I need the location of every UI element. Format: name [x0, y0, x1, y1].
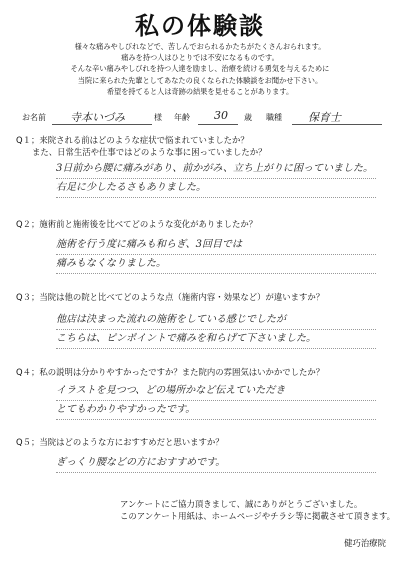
answer-5 [56, 454, 376, 473]
answer-2 [56, 236, 376, 274]
answer-line: 施術を行う度に痛みも和らぎ、3回目では [56, 236, 376, 255]
question-text: Q４；私の説明は分かりやすかったですか？また院内の雰囲気はいかかでしたか？ [16, 367, 325, 377]
question-4 [16, 366, 388, 378]
name-label: お名前 [22, 113, 46, 122]
age-value: 30 [214, 109, 228, 122]
footer-note [120, 498, 396, 522]
age-suffix: 歳 [244, 113, 252, 122]
page-title: 私の体験談 [135, 12, 265, 40]
intro-line: 当院に来られた先輩としてあなたの良くなられた体験談をお聞かせ下さい。 [77, 75, 323, 85]
intro-line: 希望を持てると人は奇跡の結果を見せることがあります。 [106, 86, 294, 96]
intro-line: 様々な痛みやしびれなどで、苦しんでおられるかたちがたくさんおられます。 [74, 42, 326, 51]
answer-line: 3日前から腰に痛みがあり、前かがみ、立ち上がりに困っていました。 [56, 160, 376, 179]
age-underline [198, 124, 238, 125]
question-5 [16, 436, 388, 448]
question-text: Q５；当院はどのような方におすすめだと思いますか？ [16, 437, 224, 447]
question-3 [16, 291, 388, 303]
question-text: Q２；施術前と施術後を比べてどのような変化がありましたか？ [16, 219, 258, 229]
answer-line: イラストを見つつ、どの場所かなど伝えていただき [56, 382, 376, 401]
name-value: 寺本いづみ [70, 111, 125, 124]
answer-line: こちらは、ピンポイントで痛みを和らげて下さいました。 [56, 330, 376, 349]
footer-publication-notice: このアンケート用紙は、ホームページやチラシ等に掲載させて頂きます。 [120, 511, 396, 521]
respondent-info [22, 110, 394, 128]
answer-3 [56, 311, 376, 349]
intro-text [10, 41, 390, 97]
intro-line: そんな辛い痛みやしびれを持つ人達を励まし、治療を続ける勇気を与えるために [70, 64, 330, 74]
question-2 [16, 218, 388, 230]
question-subtext: また、日常生活や仕事ではどのような事に困っていましたか？ [32, 147, 267, 157]
answer-line: 痛みもなくなりました。 [56, 255, 376, 274]
name-suffix: 様 [154, 113, 162, 122]
answer-line: とてもわかりやすかったです。 [56, 401, 376, 420]
answer-4 [56, 382, 376, 420]
answer-line: 右足に少したるさもありました。 [56, 179, 376, 198]
question-text: Q１；来院される前はどのような症状で悩まれていましたか？ [16, 135, 249, 145]
question-1 [16, 134, 388, 158]
intro-line: 痛みを持つ人はひとりでは不安になるものです。 [121, 53, 279, 63]
job-label: 職種 [266, 113, 282, 122]
age-label: 年齢 [174, 113, 190, 122]
question-text: Q３；当院は他の院と比べてどのような点（施術内容・効果など）が違いますか？ [16, 292, 325, 302]
footer-thanks: アンケートにご協力頂きまして、誠にありがとうございました。 [120, 499, 363, 509]
answer-line: 他店は決まった流れの施術をしている感じでしたが [56, 311, 376, 330]
job-value: 保育士 [308, 111, 341, 124]
answer-1 [56, 160, 376, 198]
clinic-name: 健巧治療院 [344, 538, 386, 548]
answer-line: ぎっくり腰などの方におすすめです。 [56, 454, 376, 473]
